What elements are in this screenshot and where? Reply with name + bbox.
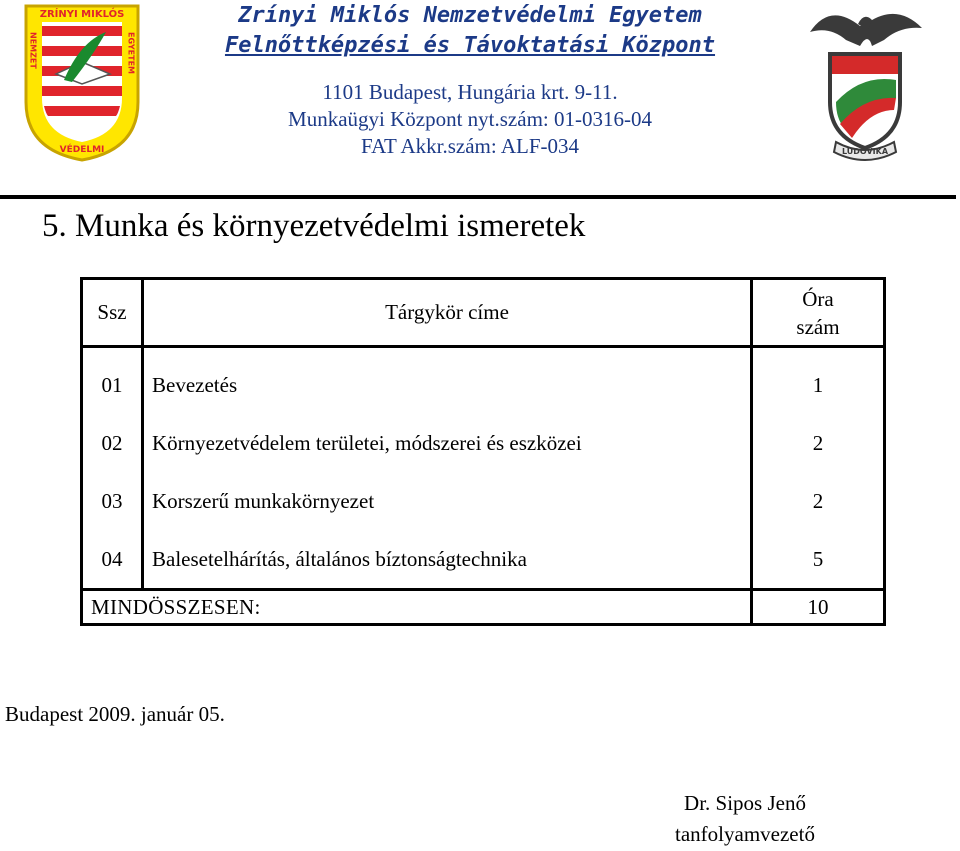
table-row	[82, 414, 885, 472]
table-row	[82, 530, 885, 590]
svg-text:VÉDELMI: VÉDELMI	[59, 145, 105, 155]
institution-name: Zrínyi Miklós Nemzetvédelmi Egyetem	[238, 3, 702, 28]
accreditation-number: FAT Akkr.szám: ALF-034	[361, 134, 579, 158]
header-title: Tárgykör címe	[143, 279, 752, 347]
row-hours: 2	[812, 430, 824, 455]
row-number: 01	[82, 347, 143, 415]
eagle-coat-of-arms-icon	[800, 2, 930, 167]
signer-role: tanfolyamvezető	[675, 822, 815, 846]
university-crest-icon	[20, 2, 144, 162]
table-row	[82, 472, 885, 530]
row-number: 02	[82, 414, 143, 472]
signer-name: Dr. Sipos Jenő	[684, 791, 806, 815]
department-name: Felnőttképzési és Távoktatási Központ	[224, 33, 716, 58]
signature-block	[620, 788, 870, 850]
svg-text:NEMZET: NEMZET	[28, 32, 38, 69]
row-title: Korszerű munkakörnyezet	[143, 472, 752, 530]
header-hours-line1: Óra	[802, 286, 834, 311]
svg-text:LUDOVIKA: LUDOVIKA	[841, 147, 889, 156]
table-row	[82, 347, 885, 415]
crest-top-text: ZRÍNYI MIKLÓS	[39, 9, 125, 20]
total-row	[82, 590, 885, 625]
header-hours	[752, 279, 885, 347]
row-number: 04	[82, 530, 143, 590]
row-title: Környezetvédelem területei, módszerei és eszközei	[143, 414, 752, 472]
row-number: 03	[82, 472, 143, 530]
topics-table	[80, 277, 886, 626]
document-date: Budapest 2009. január 05.	[5, 702, 225, 726]
row-hours: 2	[812, 488, 824, 513]
registration-number: Munkaügyi Központ nyt.szám: 01-0316-04	[288, 107, 652, 131]
address: 1101 Budapest, Hungária krt. 9-11.	[322, 80, 618, 104]
row-hours: 1	[812, 372, 824, 397]
header-hours-line2: szám	[796, 314, 840, 339]
header-divider	[0, 195, 956, 199]
svg-text:EGYETEM: EGYETEM	[126, 32, 136, 74]
row-hours: 5	[812, 546, 824, 571]
total-hours: 10	[752, 590, 885, 625]
institution-header	[150, 0, 790, 160]
table-header-row	[82, 279, 885, 347]
header-ssz: Ssz	[82, 279, 143, 347]
total-label: MINDÖSSZESEN:	[82, 590, 752, 625]
page-title: 5. Munka és környezetvédelmi ismeretek	[42, 208, 586, 244]
row-title: Bevezetés	[143, 347, 752, 415]
row-title: Balesetelhárítás, általános bíztonságtechnika	[143, 530, 752, 590]
